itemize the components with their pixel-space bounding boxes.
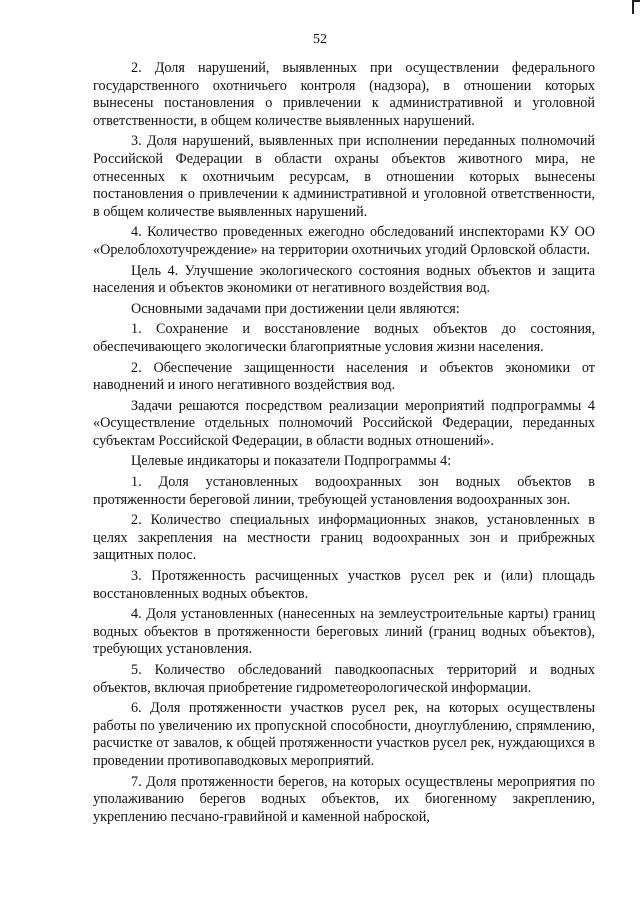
paragraph-indicator-2: 2. Количество специальных информационных знаков, установленных в целях закрепления на местности границ водоохранных зон и прибрежных защитных полос. [93,512,595,564]
page-number: 52 [313,32,327,47]
paragraph-indicators-intro: Целевые индикаторы и показатели Подпрограммы 4: [131,453,452,470]
paragraph-tasks-solved-by: Задачи решаются посредством реализации мероприятий подпрограммы 4 «Осуществление отдельных полномочий Российской Федерации, переданных субъектам Российской Федерации, в области водных отношений». [93,397,595,449]
paragraph-main-tasks-intro: Основными задачами при достижении цели являются: [131,300,460,317]
paragraph-task-1: 1. Сохранение и восстановление водных объектов до состояния, обеспечивающего экологически благоприятные условия жизни населения. [93,321,595,355]
paragraph-indicator-5: 5. Количество обследований паводкоопасных территорий и водных объектов, включая приобретение гидрометеорологической информации. [93,662,595,696]
paragraph-indicator-4: 4. Доля установленных (нанесенных на землеустроительные карты) границ водных объектов в протяженности береговых линий (границ водных объектов), требующих установления. [93,606,595,658]
paragraph-violations-federal-control: 2. Доля нарушений, выявленных при осуществлении федерального государственного охотничьего контроля (надзора), в отношении которых вынесены постановления о привлечении к административной и уголовной ответственности, в общем количестве выявленных нарушений. [93,60,595,129]
paragraph-inspections-count: 4. Количество проведенных ежегодно обследований инспекторами КУ ОО «Орелоблохотучреждение» на территории охотничьих угодий Орловской области. [93,224,595,258]
paragraph-indicator-6: 6. Доля протяженности участков русел рек, на которых осуществлены работы по увеличению их пропускной способности, дноуглублению, спрямлению, расчистке от завалов, к общей протяженности участков русел рек, нуждающихся в проведении противопаводковых мероприятий. [93,700,595,769]
paragraph-indicator-7: 7. Доля протяженности берегов, на которых осуществлены мероприятия по уполаживанию берегов водных объектов, их биогенному закреплению, укреплению песчано-гравийной и каменной наброской, [93,773,595,825]
document-body [93,60,595,829]
paragraph-goal-4: Цель 4. Улучшение экологического состояния водных объектов и защита населения и объектов экономики от негативного воздействия вод. [93,262,595,297]
paragraph-indicator-3: 3. Протяженность расчищенных участков русел рек и (или) площадь восстановленных водных объектов. [93,568,595,602]
paragraph-violations-delegated-powers: 3. Доля нарушений, выявленных при исполнении переданных полномочий Российской Федерации в области охраны объектов животного мира, не отнесенных к охотничьим ресурсам, в отношении которых вынесены постановления о привлечении к административной и уголовной ответственности, в общем количестве выявленных нарушений. [93,133,595,220]
paragraph-indicator-1: 1. Доля установленных водоохранных зон водных объектов в протяженности береговой линии, требующей установления водоохранных зон. [93,474,595,508]
scan-corner-mark [632,0,640,14]
paragraph-task-2: 2. Обеспечение защищенности населения и объектов экономики от наводнений и иного негативного воздействия вод. [93,359,595,394]
